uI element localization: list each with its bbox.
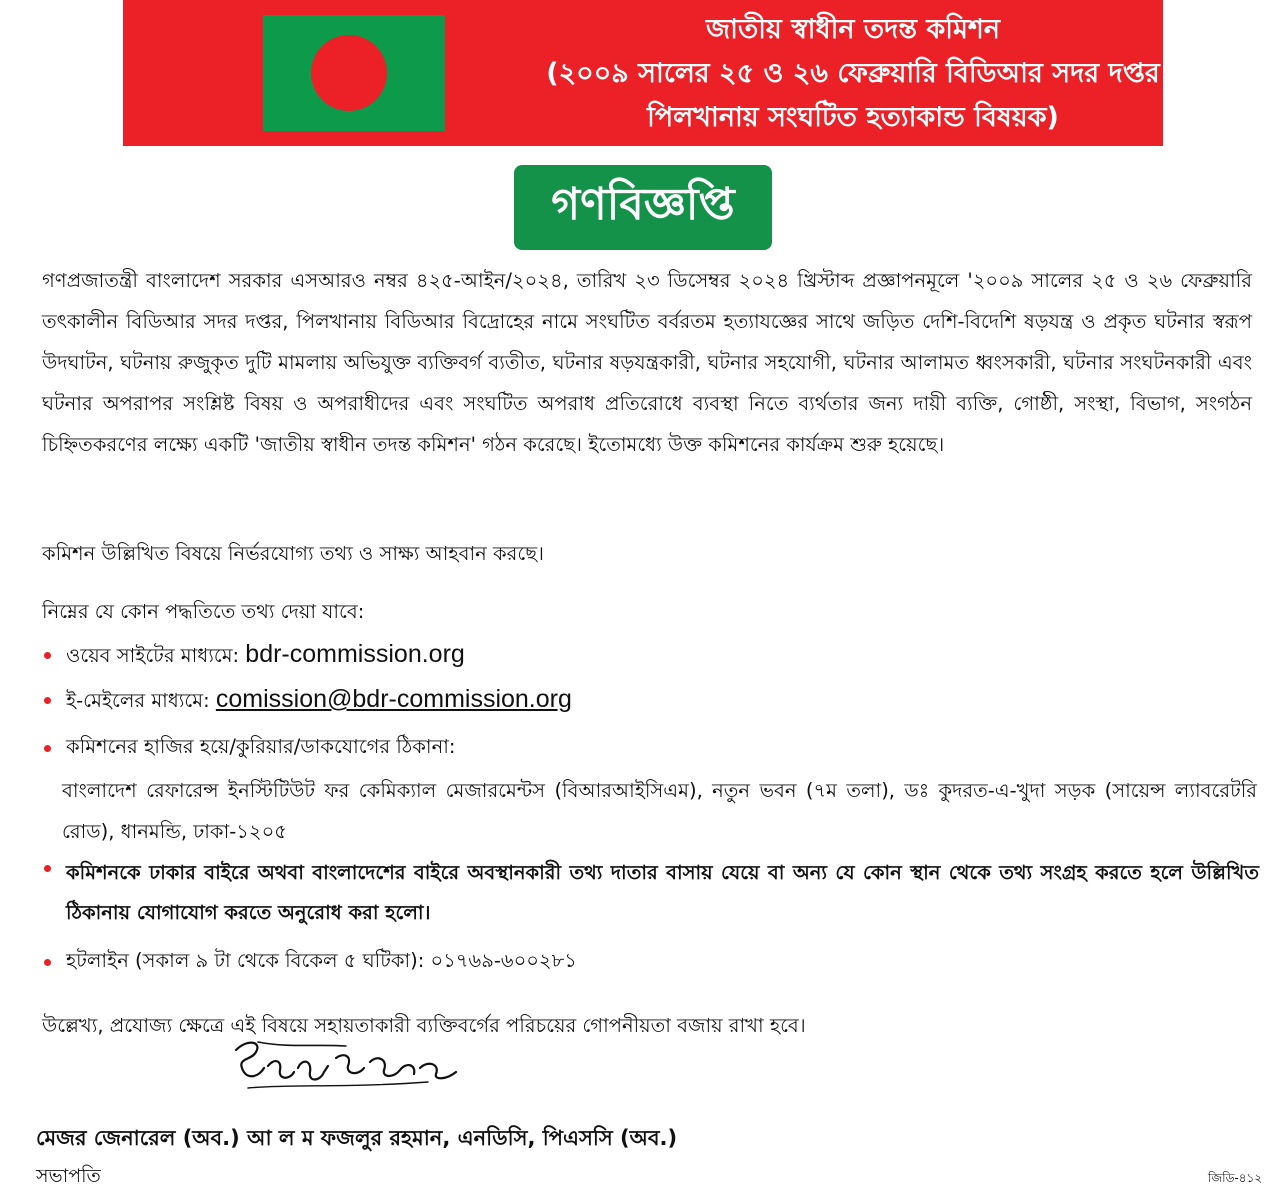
outside-dhaka-text: কমিশনকে ঢাকার বাইরে অথবা বাংলাদেশের বাইরে অবস্থানকারী তথ্য দাতার বাসায় যেয়ে বা অন্য যে কোন স্থান থেকে তথ্য সংগ্রহ করতে হলে উল্লিখিত ঠিকানায় যোগাযোগ করতে অনুরোধ করা হলো। [66, 861, 1259, 924]
notice-title: গণবিজ্ঞপ্তি [514, 165, 772, 250]
list-item-email [44, 685, 1259, 719]
invitation-text: কমিশন উল্লিখিত বিষয়ে নির্ভরযোগ্য তথ্য ও সাক্ষ্য আহবান করছে। [42, 542, 544, 565]
list-item-address [44, 733, 1259, 765]
list-item-hotline [44, 947, 1259, 979]
header-line-2: (২০০৯ সালের ২৫ ও ২৬ ফেব্রুয়ারি বিডিআর সদর দপ্তর [546, 58, 1160, 89]
email-label: ই-মেইলের মাধ্যমে: [66, 689, 210, 712]
bullet-dot-icon [44, 865, 51, 872]
header-line-1: জাতীয় স্বাধীন তদন্ত কমিশন [705, 14, 1001, 45]
flag-red-disc [311, 35, 387, 111]
bullet-dot-icon [44, 652, 51, 659]
signature-icon [228, 1038, 468, 1100]
confidentiality-note: উল্লেখ্য, প্রযোজ্য ক্ষেত্রে এই বিষয়ে সহায়তাকারী ব্যক্তিবর্গের পরিচয়ের গোপনীয়তা বজায় রাখা হবে। [42, 1014, 806, 1037]
email-link[interactable]: comission@bdr-commission.org [215, 685, 572, 713]
hotline-text: হটলাইন (সকাল ৯ টা থেকে বিকেল ৫ ঘটিকা): ০১৭৬৯-৬০০২৮১ [66, 949, 577, 972]
header-banner [123, 0, 1163, 146]
bullet-dot-icon [44, 745, 51, 752]
signer-name: মেজর জেনারেল (অব.) আ ল ম ফজলুর রহমান, এনডিসি, পিএসসি (অব.) [36, 1126, 678, 1150]
list-item-outside-dhaka [44, 853, 1259, 933]
header-title [453, 8, 1253, 140]
header-line-3: পিলখানায় সংঘটিত হত্যাকান্ড বিষয়ক) [647, 102, 1059, 133]
website-label: ওয়েব সাইটের মাধ্যমে: [66, 644, 240, 667]
ref-code: জিডি-৪১২ [1208, 1171, 1263, 1185]
list-item-website [44, 640, 1259, 674]
bullet-dot-icon [44, 959, 51, 966]
signer-role: সভাপতি [36, 1165, 101, 1187]
address-text: বাংলাদেশ রেফারেন্স ইনস্টিটিউট ফর কেমিক্যাল মেজারমেন্টস (বিআরআইসিএম), নতুন ভবন (৭ম তলা), ডঃ কুদরত-এ-খুদা সড়ক (সায়েন্স ল্যাবরেটরি রোড), ধানমন্ডি, ঢাকা-১২০৫ [62, 779, 1257, 843]
body-paragraph: গণপ্রজাতন্ত্রী বাংলাদেশ সরকার এসআরও নম্বর ৪২৫-আইন/২০২৪, তারিখ ২৩ ডিসেম্বর ২০২৪ খ্রিস্টাব্দ প্রজ্ঞাপনমূলে '২০০৯ সালের ২৫ ও ২৬ ফেব্রুয়ারি তৎকালীন বিডিআর সদর দপ্তর, পিলখানায় বিডিআর বিদ্রোহের নামে সংঘটিত বর্বরতম হত্যাযজ্ঞের সাথে জড়িত দেশি-বিদেশি ষড়যন্ত্র ও প্রকৃত ঘটনার স্বরূপ উদঘাটন, ঘটনায় রুজুকৃত দুটি মামলায় অভিযুক্ত ব্যক্তিবর্গ ব্যতীত, ঘটনার ষড়যন্ত্রকারী, ঘটনার সহযোগী, ঘটনার আলামত ধ্বংসকারী, ঘটনার সংঘটনকারী এবং ঘটনার অপরাপর সংশ্লিষ্ট বিষয় ও অপরাধীদের এবং সংঘটিত অপরাধ প্রতিরোধে ব্যবস্থা নিতে ব্যর্থতার জন্য দায়ী ব্যক্তি, গোষ্ঠী, সংস্থা, বিভাগ, সংগঠন চিহ্নিতকরণের লক্ষ্যে একটি 'জাতীয় স্বাধীন তদন্ত কমিশন' গঠন করেছে। ইতোমধ্যে উক্ত কমিশনের কার্যক্রম শুরু হয়েছে। [42, 269, 1252, 456]
website-link[interactable]: bdr-commission.org [245, 640, 465, 668]
address-label: কমিশনের হাজির হয়ে/কুরিয়ার/ডাকযোগের ঠিকানা: [66, 735, 456, 758]
bangladesh-flag-icon [263, 15, 445, 131]
bullet-dot-icon [44, 697, 51, 704]
methods-intro: নিম্নের যে কোন পদ্ধতিতে তথ্য দেয়া যাবে: [42, 600, 365, 623]
